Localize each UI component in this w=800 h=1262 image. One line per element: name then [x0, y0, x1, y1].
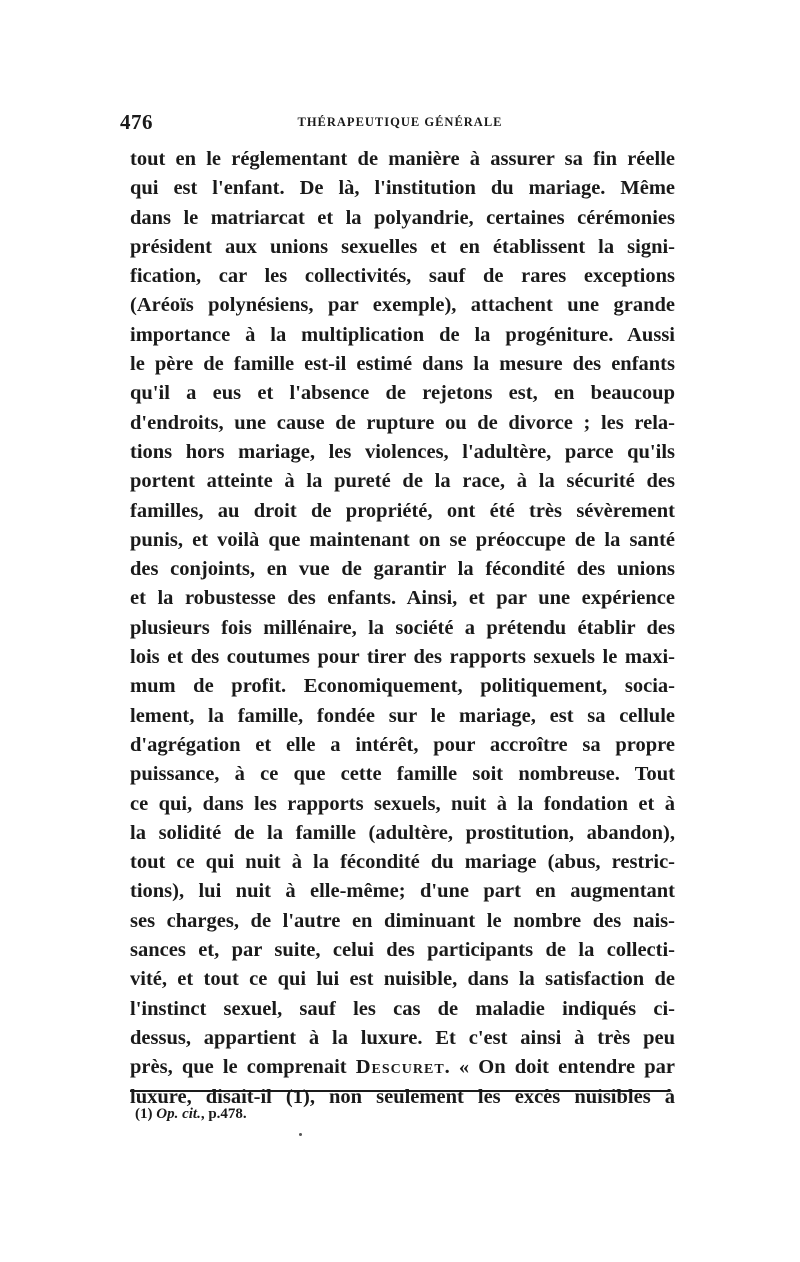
text-line: fication, car les collectivités, sauf de rares exceptions — [130, 265, 675, 288]
text-line: familles, au droit de propriété, ont été très sévèrement — [130, 499, 675, 522]
text-line: le père de famille est-il estimé dans la mesure des enfants — [130, 353, 675, 376]
ink-speck — [299, 1133, 302, 1136]
text-line: tout en le réglementant de manière à assurer sa fin réelle — [130, 148, 675, 170]
text-line: dessus, appartient à la luxure. Et c'est ainsi à très peu — [130, 1026, 675, 1049]
text-line: qu'il a eus et l'absence de rejetons est, en beaucoup — [130, 382, 675, 405]
text-line: président aux unions sexuelles et en établissent la signi- — [130, 235, 675, 258]
text-segment: . « On doit entendre par — [444, 1056, 675, 1079]
text-line: punis, et voilà que maintenant on se préoccupe de la santé — [130, 528, 675, 551]
footnote-page: , p.478. — [200, 1106, 247, 1122]
text-line: sances et, par suite, celui des participants de la collecti- — [130, 939, 675, 962]
text-line: tions hors mariage, les violences, l'adultère, parce qu'ils — [130, 440, 675, 463]
text-line: des conjoints, en vue de garantir la fécondité des unions — [130, 558, 675, 581]
text-line: luxure, disait-il (1), non seulement les excès nuisibles à — [130, 1085, 675, 1108]
footnote-rule — [130, 1090, 670, 1092]
text-line: dans le matriarcat et la polyandrie, certaines cérémonies — [130, 206, 675, 229]
text-line: tions), lui nuit à elle-même; d'une part en augmentant — [130, 880, 675, 903]
text-line: ses charges, de l'autre en diminuant le nombre des nais- — [130, 909, 675, 932]
text-line: (Aréoïs polynésiens, par exemple), attachent une grande — [130, 294, 675, 317]
text-line: importance à la multiplication de la progéniture. Aussi — [130, 323, 675, 346]
text-line: l'instinct sexuel, sauf les cas de maladie indiqués ci- — [130, 997, 675, 1020]
text-line: la solidité de la famille (adultère, prostitution, abandon), — [130, 821, 675, 844]
text-line: ce qui, dans les rapports sexuels, nuit à la fondation et à — [130, 792, 675, 815]
page-number: 476 — [120, 110, 153, 134]
text-line: lois et des coutumes pour tirer des rapports sexuels le maxi- — [130, 646, 675, 669]
author-name: Descuret — [355, 1056, 445, 1079]
footnote — [135, 1106, 247, 1123]
text-line: portent atteinte à la pureté de la race, à la sécurité des — [130, 470, 675, 493]
running-head: THÉRAPEUTIQUE GÉNÉRALE — [297, 115, 503, 129]
text-line: lement, la famille, fondée sur le mariage, est sa cellule — [130, 704, 675, 727]
text-line: mum de profit. Economiquement, politiquement, socia- — [130, 675, 675, 698]
text-line — [130, 1053, 675, 1082]
text-line: d'endroits, une cause de rupture ou de divorce ; les rela- — [130, 411, 675, 434]
text-line: plusieurs fois millénaire, la société a prétendu établir des — [130, 616, 675, 639]
text-segment: près, que le comprenait — [130, 1056, 356, 1079]
text-line: tout ce qui nuit à la fécondité du mariage (abus, restric- — [130, 851, 675, 874]
text-line: d'agrégation et elle a intérêt, pour accroître sa propre — [130, 733, 675, 756]
text-line: et la robustesse des enfants. Ainsi, et par une expérience — [130, 587, 675, 610]
text-line: qui est l'enfant. De là, l'institution du mariage. Même — [130, 177, 675, 200]
text-line: puissance, à ce que cette famille soit nombreuse. Tout — [130, 763, 675, 786]
footnote-marker: (1) — [135, 1106, 153, 1122]
text-line: vité, et tout ce qui lui est nuisible, dans la satisfaction de — [130, 968, 675, 991]
footnote-reference: Op. cit. — [156, 1106, 201, 1122]
body-text — [130, 145, 675, 1112]
